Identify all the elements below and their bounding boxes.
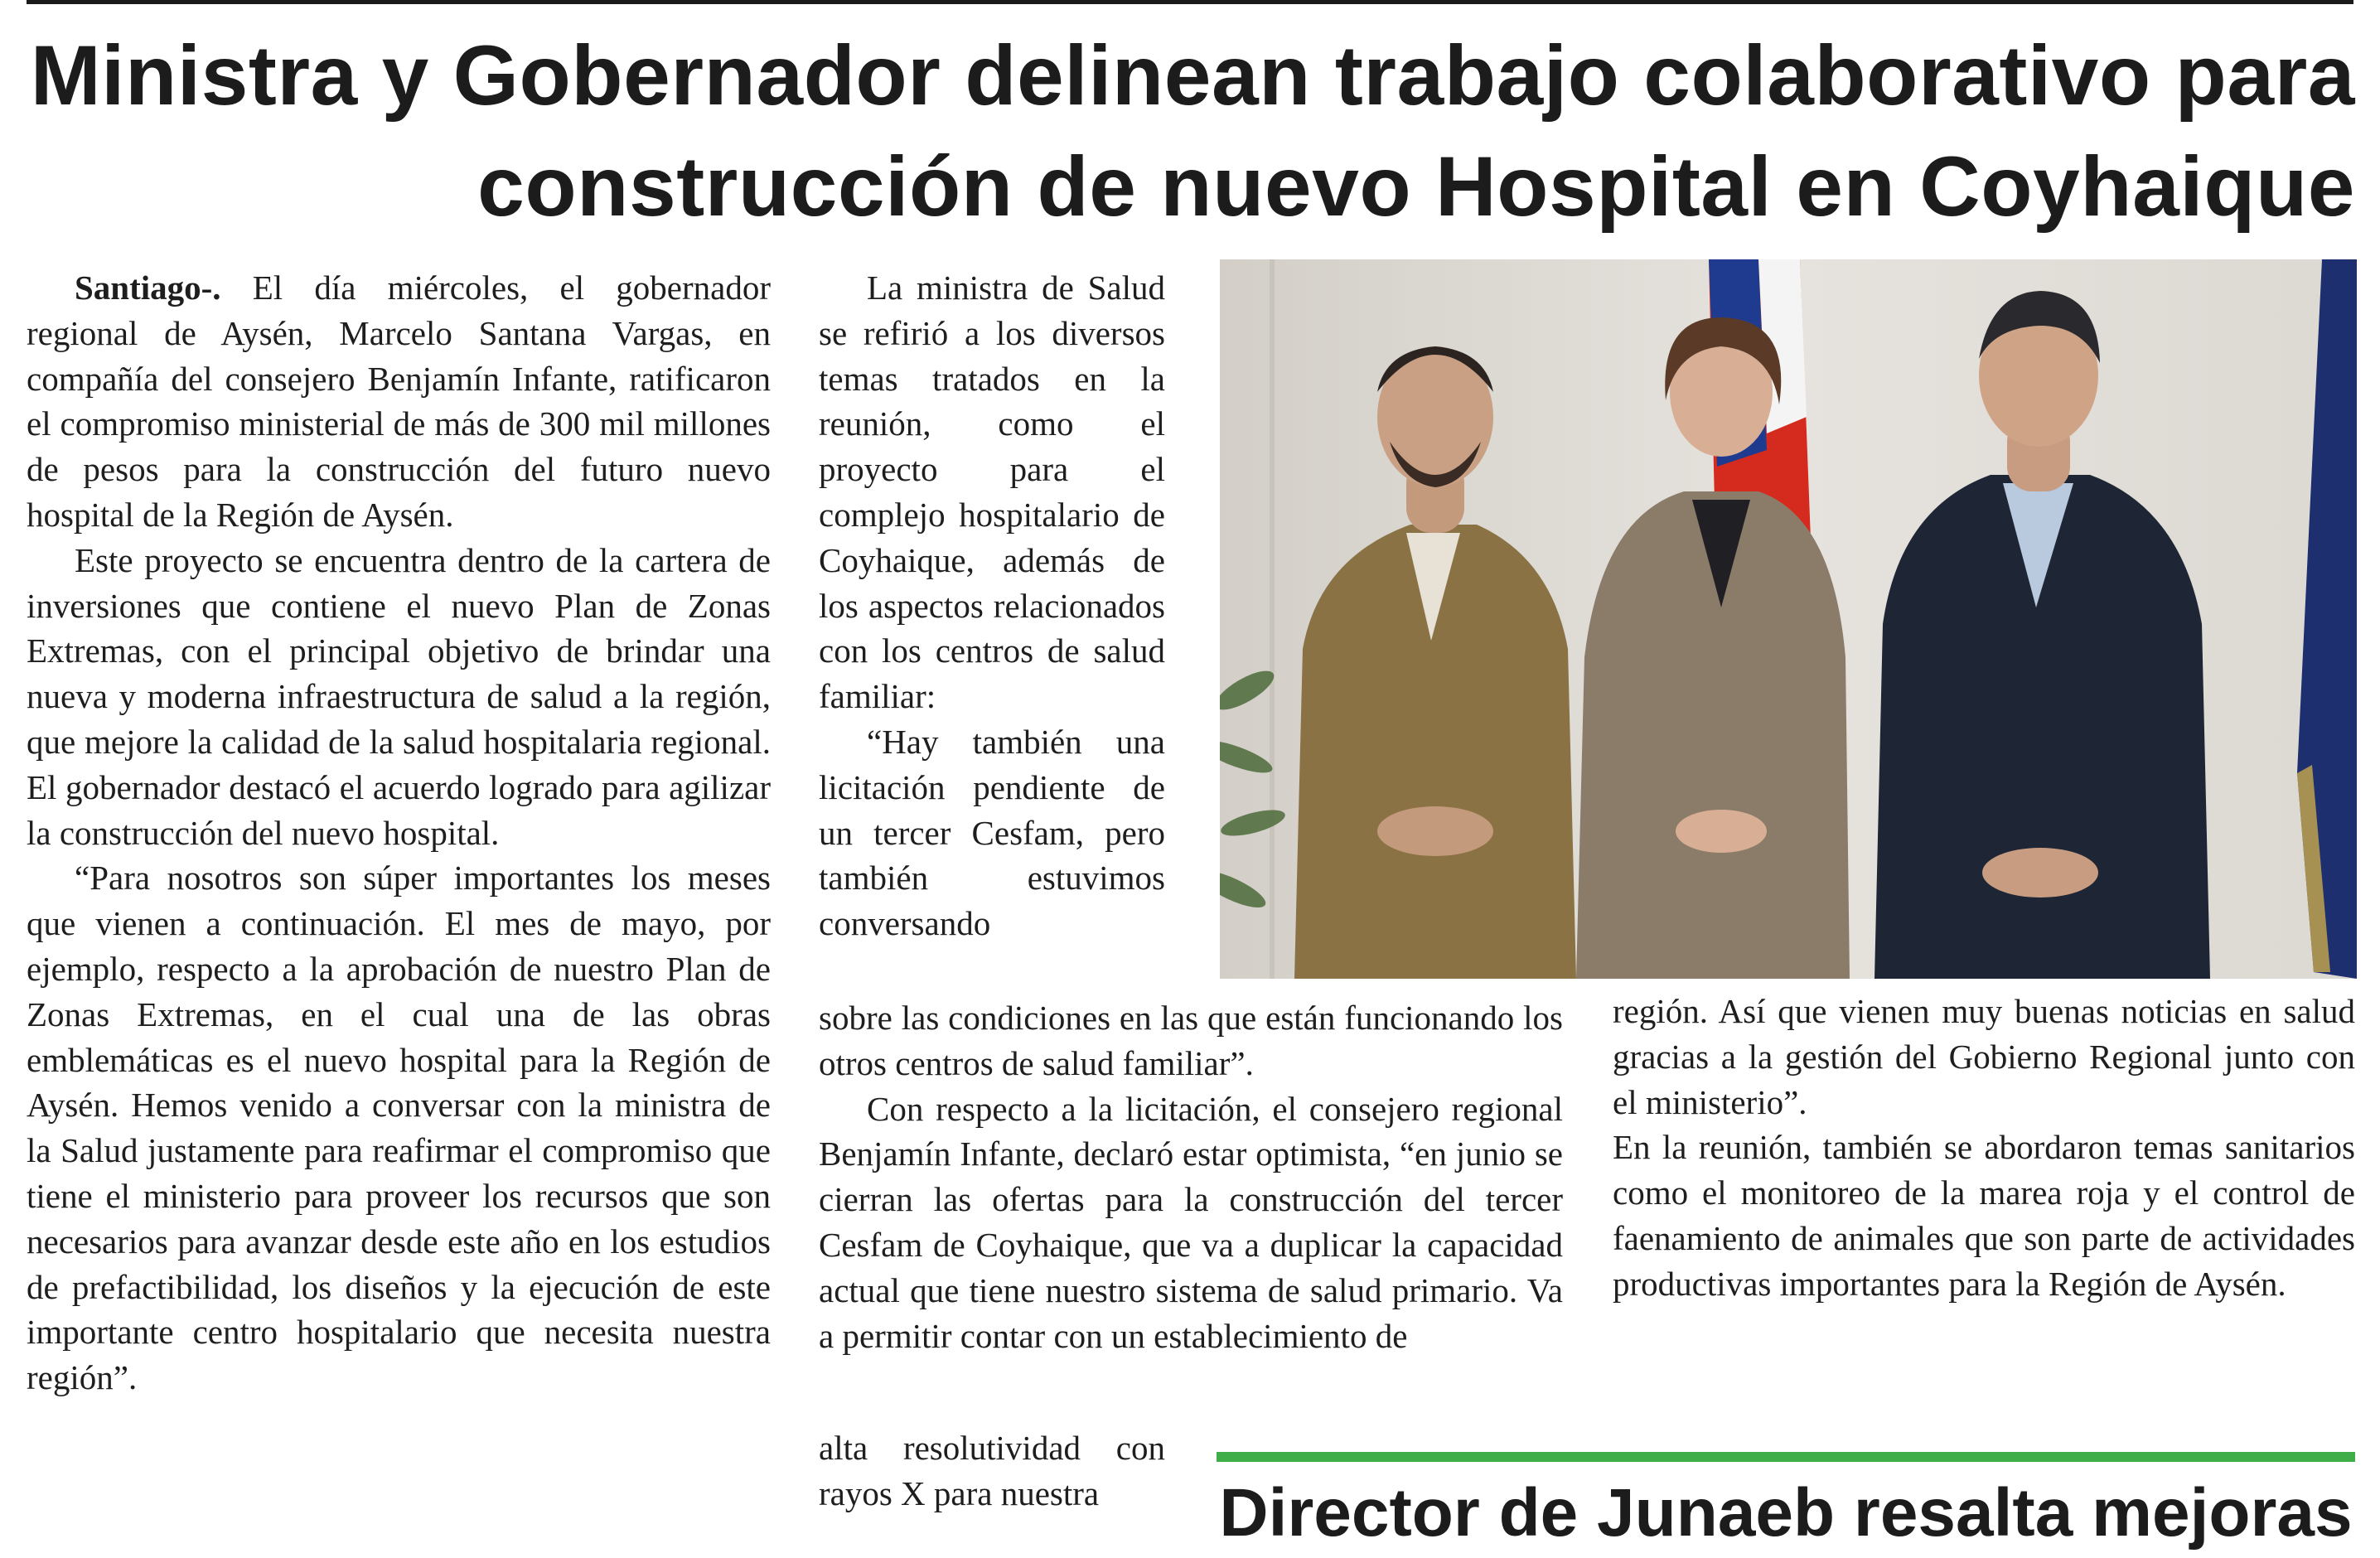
paragraph-8: En la reunión, también se abordaron temas sanitarios como el monitoreo de la marea roja y el control de faenamiento de animales que son parte de actividades productivas importantes para la Región de Aysén. [1613,1128,2355,1303]
paragraph-5-end: sobre las condiciones en las que están funcionando los otros centros de salud familiar”. [819,999,1563,1082]
headline-line-2: construcción de nuevo Hospital en Coyhaique [477,139,2355,234]
paragraph-4: La ministra de Salud se refirió a los diversos temas tratados en la reunión, como el proyecto para el complejo hospitalario de Coyhaique, además de los aspectos relacionados con los centros de salud familiar: [819,269,1165,716]
headline-line-1: Ministra y Gobernador delinean trabajo colaborativo para [30,28,2355,123]
paragraph-6: Con respecto a la licitación, el consejero regional Benjamín Infante, declaró estar optimista, “en junio se cierran las ofertas para la construcción del tercer Cesfam de Coyhaique, que va a duplicar la capacidad actual que tiene nuestro sistema de salud primario. Va a permitir contar con un establecimiento de [819,1089,1563,1355]
article-headline [25,20,2355,242]
photo-illustration [1220,259,2357,979]
paragraph-1 [27,265,771,538]
article-column-2-bottom [819,1425,1165,1517]
paragraph-2: Este proyecto se encuentra dentro de la cartera de inversiones que contiene el nuevo Plan de Zonas Extremas, con el principal objetivo de brindar una nueva y moderna infraestructura de salud a la región, que mejore la calidad de la salud hospitalaria regional. El gobernador destacó el acuerdo logrado para agilizar la construcción del nuevo hospital. [27,540,771,852]
top-rule [27,0,2353,4]
paragraph-1-text: El día miércoles, el gobernador regional de Aysén, Marcelo Santana Vargas, en compañía del consejero Benjamín Infante, ratificaron el compromiso ministerial de más de 300 mil millones de pesos para la construcción del futuro nuevo hospital de la Región de Aysén. [27,269,771,534]
paragraph-5-start: “Hay también una licitación pendiente de un tercer Cesfam, pero también estuvimos conversando [819,722,1165,943]
paragraph-3: “Para nosotros son súper importantes los meses que vienen a continuación. El mes de mayo, por ejemplo, respecto a la aprobación de nuestro Plan de Zonas Extremas, en el cual una de las obras emblemáticas es el nuevo hospital para la Región de Aysén. Hemos venido a conversar con la ministra de la Salud justamente para reafirmar el compromiso que tiene el ministerio para proveer los recursos que son necesarios para avanzar desde este año en los estudios de prefactibilidad, los diseños y la ejecución de este importante centro hospitalario que necesita nuestra región”. [27,859,771,1397]
article-column-3 [1613,989,2355,1307]
dateline: Santiago-. [75,269,221,307]
next-article-headline: Director de Junaeb resalta mejoras [1219,1475,2353,1551]
article-photo [1220,259,2357,979]
article-column-2-middle [819,995,1563,1358]
article-column-2-top [819,265,1165,946]
article-column-1 [27,265,771,1401]
paragraph-7: región. Así que vienen muy buenas noticias en salud gracias a la gestión del Gobierno Regional junto con el ministerio”. [1613,992,2355,1121]
paragraph-6-end: alta resolutividad con rayos X para nuestra [819,1429,1165,1512]
section-divider [1217,1452,2355,1462]
